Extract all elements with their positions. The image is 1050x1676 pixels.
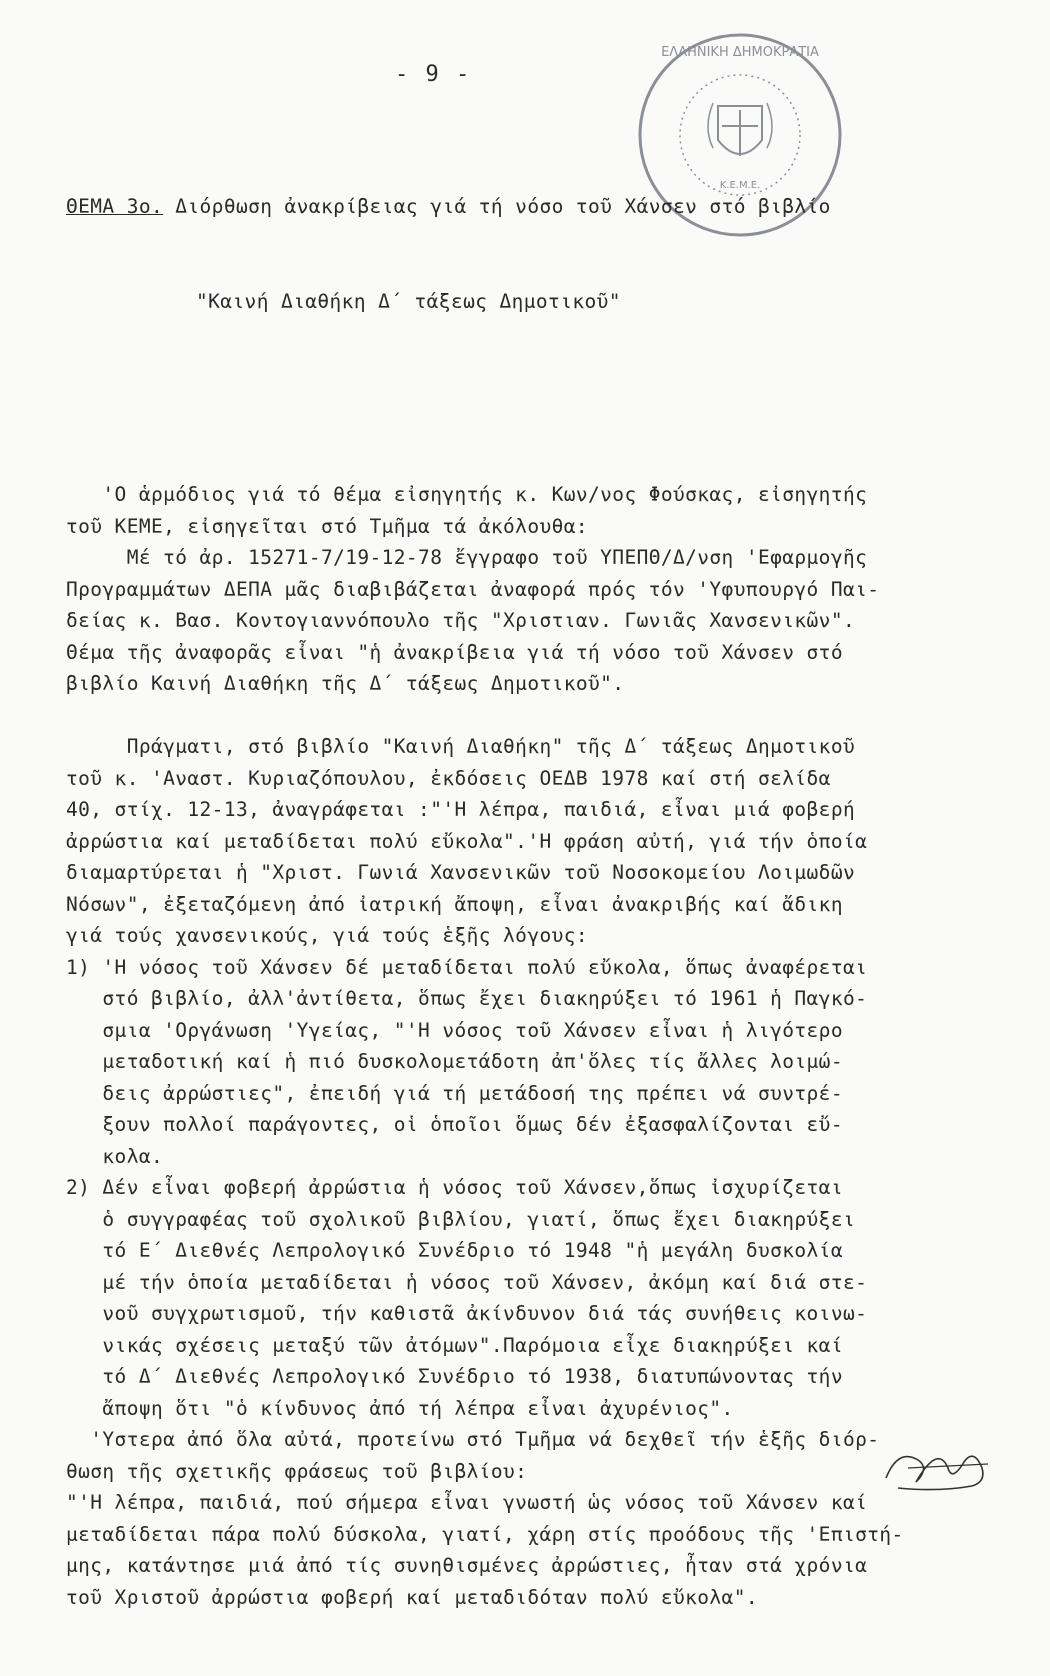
text-line: κολα.	[66, 1144, 164, 1168]
text-line: νοῦ συγχρωτισμοῦ, τήν καθιστᾶ ἀκίνδυνον διά τάς συνήθεις κοινω-	[66, 1302, 868, 1325]
text-line: νικάς σχέσεις μεταξύ τῶν ἀτόμων".Παρόμοια εἶχε διακηρύξει καί	[66, 1333, 843, 1357]
text-line: "'Η λέπρα, παιδιά, πού σήμερα εἶναι γνωστή ὡς νόσος τοῦ Χάνσεν καί	[66, 1491, 868, 1514]
heading-text: Διόρθωση ἀνακρίβειας γιά τή νόσο τοῦ Χάνσεν στό βιβλίο	[163, 195, 831, 218]
text-line: τοῦ ΚΕΜΕ, εἰσηγεῖται στό Τμῆμα τά ἀκόλουθα:	[66, 514, 589, 538]
text-line: 'Υστερα ἀπό ὅλα αὐτά, προτείνω στό Τμῆμα νά δεχθεῖ τήν ἑξῆς διόρ-	[66, 1428, 880, 1451]
text-line: τοῦ κ. 'Αναστ. Κυριαζόπουλου, ἐκδόσεις ΟΕΔΒ 1978 καί στή σελίδα	[66, 766, 831, 790]
svg-text:Κ.Ε.Μ.Ε.: Κ.Ε.Μ.Ε.	[719, 180, 761, 191]
handwritten-signature	[878, 1438, 998, 1494]
text-line: ἀρρώστια καί μεταδίδεται πολύ εὔκολα".'Η φράση αὐτή, γιά τήν ὁποία	[66, 829, 868, 853]
text-line: τό Δ΄ Διεθνές Λεπρολογικό Συνέδριο τό 1938, διατυπώνοντας τήν	[66, 1365, 843, 1388]
text-line: μέ τήν ὁποία μεταδίδεται ἡ νόσος τοῦ Χάνσεν, ἀκόμη καί διά στε-	[66, 1270, 868, 1294]
heading-line-1	[66, 191, 1026, 223]
text-line: 2) Δέν εἶναι φοβερή ἀρρώστια ἡ νόσος τοῦ Χάνσεν,ὅπως ἰσχυρίζεται	[66, 1176, 843, 1199]
text-line: τό Ε΄ Διεθνές Λεπρολογικό Συνέδριο τό 1948 "ἡ μεγάλη δυσκολία	[66, 1239, 843, 1262]
text-line: 40, στίχ. 12-13, ἀναγράφεται :"'Η λέπρα, παιδιά, εἶναι μιά φοβερή	[66, 798, 856, 821]
text-line: ξουν πολλοί παράγοντες, οἱ ὁποῖοι ὅμως δέν ἐξασφαλίζονται εὔ-	[66, 1113, 843, 1136]
text-line: Θέμα τῆς ἀναφορᾶς εἶναι "ἡ ἀνακρίβεια γιά τή νόσο τοῦ Χάνσεν στό	[66, 640, 843, 664]
text-line: τοῦ Χριστοῦ ἀρρώστια φοβερή καί μεταδιδόταν πολύ εὔκολα".	[66, 1585, 758, 1609]
text-line: Προγραμμάτων ΔΕΠΑ μᾶς διαβιβάζεται ἀναφορά πρός τόν 'Υφυπουργό Παι-	[66, 577, 880, 601]
heading-line-2: "Καινή Διαθήκη Δ΄ τάξεως Δημοτικοῦ"	[196, 289, 621, 313]
text-line: μεταδίδεται πάρα πολύ δύσκολα, γιατί, χάρη στίς προόδους τῆς 'Επιστή-	[66, 1522, 904, 1546]
text-line: ὁ συγγραφέας τοῦ σχολικοῦ βιβλίου, γιατί, ὅπως ἔχει διακηρύξει	[66, 1207, 856, 1231]
svg-text:ΕΛΛΗΝΙΚΗ ΔΗΜΟΚΡΑΤΙΑ: ΕΛΛΗΝΙΚΗ ΔΗΜΟΚΡΑΤΙΑ	[661, 45, 819, 60]
text-line: θωση τῆς σχετικῆς φράσεως τοῦ βιβλίου:	[66, 1459, 528, 1483]
text-line: Πράγματι, στό βιβλίο "Καινή Διαθήκη" τῆς Δ΄ τάξεως Δημοτικοῦ	[66, 735, 856, 758]
text-line: μης, κατάντησε μιά ἀπό τίς συνηθισμένες ἀρρώστιες, ἦταν στά χρόνια	[66, 1554, 868, 1577]
text-line	[66, 700, 1026, 732]
heading-label: ΘΕΜΑ 3ο.	[66, 195, 164, 218]
text-line: Νόσων", ἐξεταζόμενη ἀπό ἰατρική ἄποψη, εἶναι ἀνακριβής καί ἄδικη	[66, 892, 843, 916]
text-line: γιά τούς χανσενικούς, γιά τούς ἑξῆς λόγους:	[66, 924, 589, 947]
text-line: ἄποψη ὅτι "ὁ κίνδυνος ἀπό τή λέπρα εἶναι ἀχυρένιος".	[66, 1396, 734, 1420]
text-line: 1) 'Η νόσος τοῦ Χάνσεν δέ μεταδίδεται πολύ εὔκολα, ὅπως ἀναφέρεται	[66, 955, 868, 979]
text-line: δείας κ. Βασ. Κοντογιαννόπουλο τῆς "Χριστιαν. Γωνιᾶς Χανσενικῶν".	[66, 609, 856, 632]
text-line: στό βιβλίο, ἀλλ'ἀντίθετα, ὅπως ἔχει διακηρύξει τό 1961 ἡ Παγκό-	[66, 987, 868, 1010]
text-line: μεταδοτική καί ἡ πιό δυσκολομετάδοτη ἀπ'ὅλες τίς ἄλλες λοιμώ-	[66, 1050, 843, 1073]
text-line: σμια 'Οργάνωση 'Υγείας, "'Η νόσος τοῦ Χάνσεν εἶναι ἡ λιγότερο	[66, 1018, 843, 1042]
text-line: 'Ο ἁρμόδιος γιά τό θέμα εἰσηγητής κ. Κων/νος Φούσκας, εἰσηγητής	[66, 483, 868, 506]
text-line: διαμαρτύρεται ἡ "Χριστ. Γωνιά Χανσενικῶν τοῦ Νοσοκομείου Λοιμωδῶν	[66, 861, 856, 884]
text-line: βιβλίο Καινή Διαθήκη τῆς Δ΄ τάξεως Δημοτικοῦ".	[66, 672, 625, 695]
page-number: - 9 -	[395, 62, 472, 87]
text-line: Μέ τό ἀρ. 15271-7/19-12-78 ἔγγραφο τοῦ ΥΠΕΠΘ/Δ/νση 'Εφαρμογῆς	[66, 546, 868, 569]
text-line: δεις ἀρρώστιες", ἐπειδή γιά τή μετάδοσή της πρέπει νά συντρέ-	[66, 1081, 843, 1105]
